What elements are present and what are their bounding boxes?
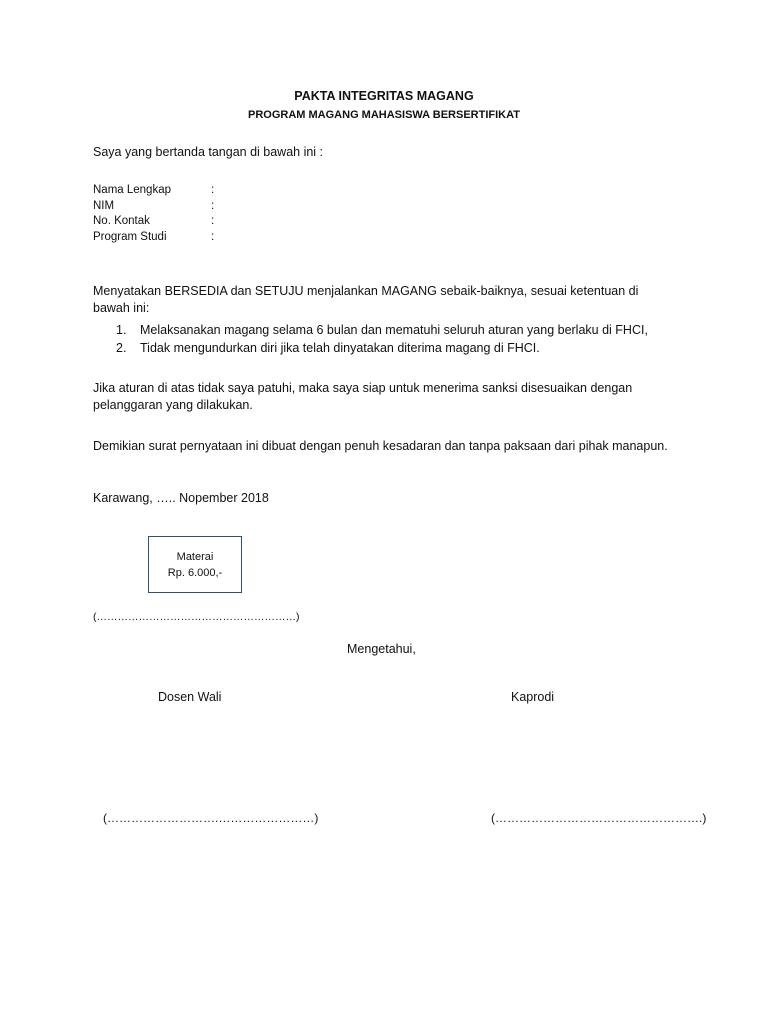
list-item <box>116 340 540 357</box>
field-label: Program Studi <box>93 231 167 243</box>
field-separator: : <box>211 231 215 243</box>
field-row-prodi <box>93 229 214 245</box>
kaprodi-label: Kaprodi <box>511 690 555 704</box>
field-separator: : <box>211 184 215 196</box>
place-date: Karawang, ….. Nopember 2018 <box>93 491 269 505</box>
dosen-wali-signature-blank: (……………………….……………………) <box>103 811 319 825</box>
closing-paragraph: Demikian surat pernyataan ini dibuat dengan penuh kesadaran dan tanpa paksaan dari pihak manapun. <box>93 439 668 453</box>
field-separator: : <box>211 200 215 212</box>
field-label: NIM <box>93 200 115 212</box>
acknowledged-label: Mengetahui, <box>347 642 416 656</box>
dosen-wali-label: Dosen Wali <box>158 690 222 704</box>
field-label: Nama Lengkap <box>93 184 171 196</box>
signer-signature-blank: (…………………………………………………) <box>93 611 300 623</box>
field-row-nama <box>93 182 214 198</box>
list-text: Melaksanakan magang selama 6 bulan dan mematuhi seluruh aturan yang berlaku di FHCI, <box>140 323 648 337</box>
kaprodi-signature-blank: (…………………………………………….) <box>491 811 707 825</box>
materai-stamp-box <box>148 536 242 593</box>
document-title: PAKTA INTEGRITAS MAGANG <box>294 89 474 103</box>
list-number: 1. <box>116 323 127 337</box>
document-subtitle: PROGRAM MAGANG MAHASISWA BERSERTIFIKAT <box>248 109 520 121</box>
field-row-kontak <box>93 213 214 229</box>
sanction-paragraph: Jika aturan di atas tidak saya patuhi, maka saya siap untuk menerima sanksi disesuaikan dengan pelanggaran yang dilakukan. <box>93 381 633 412</box>
materai-label: Materai <box>176 551 214 563</box>
field-row-nim <box>93 198 214 214</box>
field-separator: : <box>211 215 215 227</box>
field-label: No. Kontak <box>93 215 150 227</box>
list-text: Tidak mengundurkan diri jika telah dinyatakan diterima magang di FHCI. <box>140 341 540 355</box>
intro-text: Saya yang bertanda tangan di bawah ini : <box>93 145 324 159</box>
materai-value: Rp. 6.000,- <box>167 567 223 579</box>
list-number: 2. <box>116 341 127 355</box>
list-item <box>116 322 648 339</box>
statement-paragraph: Menyatakan BERSEDIA dan SETUJU menjalankan MAGANG sebaik-baiknya, sesuai ketentuan di bawah ini: <box>93 284 639 315</box>
